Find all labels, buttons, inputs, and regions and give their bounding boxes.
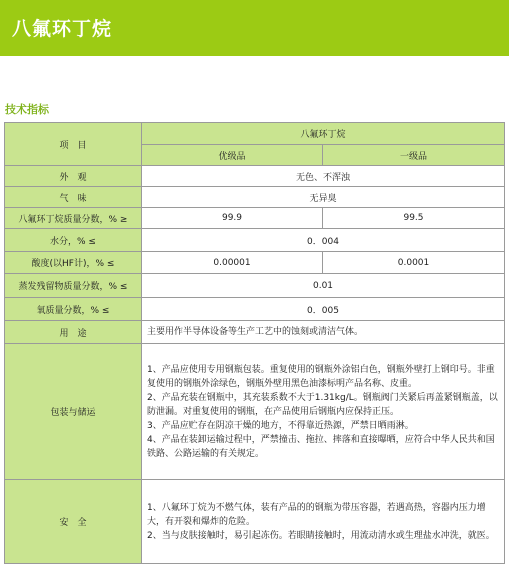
row-label: 安 全 (5, 480, 142, 564)
row-label: 用 途 (5, 321, 142, 344)
first-value: 0.0001 (323, 252, 505, 274)
title-banner (0, 0, 509, 56)
safety-paragraph: 2、当与皮肤接触时，易引起冻伤。若眼睛接触时，用流动清水或生理盐水冲洗，就医。 (147, 530, 495, 541)
page-title: 八氟环丁烷 (12, 18, 113, 40)
section-title: 技术指标 (5, 103, 49, 116)
table-row (5, 321, 505, 344)
table-header-row (5, 123, 505, 145)
row-value: 0．005 (142, 298, 505, 321)
table-row (5, 208, 505, 229)
table-row (5, 252, 505, 274)
row-value: 主要用作半导体设备等生产工艺中的蚀刻或清洁气体。 (142, 321, 505, 344)
table-row (5, 480, 505, 564)
row-value: 无色、不浑浊 (142, 166, 505, 187)
safety-paragraph: 1、八氟环丁烷为不燃气体，装有产品的的钢瓶为带压容器，若遇高热，容器内压力增大，有开裂和爆炸的危险。 (147, 502, 486, 527)
table-row (5, 187, 505, 208)
grade-first-header: 一级品 (323, 145, 505, 166)
row-label: 酸度(以HF计)，% ≤ (5, 252, 142, 274)
table-row (5, 344, 505, 480)
packaging-text (142, 344, 505, 480)
table-row (5, 274, 505, 298)
spec-table (4, 122, 505, 564)
first-value: 99.5 (323, 208, 505, 229)
item-header: 项 目 (5, 123, 142, 166)
row-label: 外 观 (5, 166, 142, 187)
packaging-paragraph: 1、产品应使用专用钢瓶包装。重复使用的钢瓶外涂铝白色，钢瓶外壁打上钢印号。非重复使用的钢瓶外涂绿色，钢瓶外壁用黑色油漆标明产品名称、皮重。 (147, 364, 495, 389)
row-value: 无异臭 (142, 187, 505, 208)
packaging-paragraph: 2、产品充装在钢瓶中，其充装系数不大于1.31kg/L。钢瓶阀门关紧后再盖紧钢瓶盖，以防泄漏。对重复使用的钢瓶，在产品使用后钢瓶内应保持正压。 (147, 392, 498, 417)
row-label: 蒸发残留物质量分数，% ≤ (5, 274, 142, 298)
table-row (5, 166, 505, 187)
row-label: 水分，% ≤ (5, 229, 142, 252)
grade-premium-header: 优级品 (142, 145, 323, 166)
row-label: 包装与储运 (5, 344, 142, 480)
table-row (5, 229, 505, 252)
row-label: 气 味 (5, 187, 142, 208)
product-header: 八氟环丁烷 (142, 123, 505, 145)
packaging-paragraph: 3、产品应贮存在阴凉干燥的地方，不得靠近热源，严禁日晒雨淋。 (147, 420, 414, 431)
table-row (5, 298, 505, 321)
premium-value: 0.00001 (142, 252, 323, 274)
row-label: 氧质量分数，% ≤ (5, 298, 142, 321)
packaging-paragraph: 4、产品在装卸运输过程中，严禁撞击、拖拉、摔落和直接曝晒，应符合中华人民共和国铁路、公路运输的有关规定。 (147, 434, 495, 459)
row-value: 0．004 (142, 229, 505, 252)
row-value: 0.01 (142, 274, 505, 298)
safety-text (142, 480, 505, 564)
premium-value: 99.9 (142, 208, 323, 229)
row-label: 八氟环丁烷质量分数，% ≥ (5, 208, 142, 229)
